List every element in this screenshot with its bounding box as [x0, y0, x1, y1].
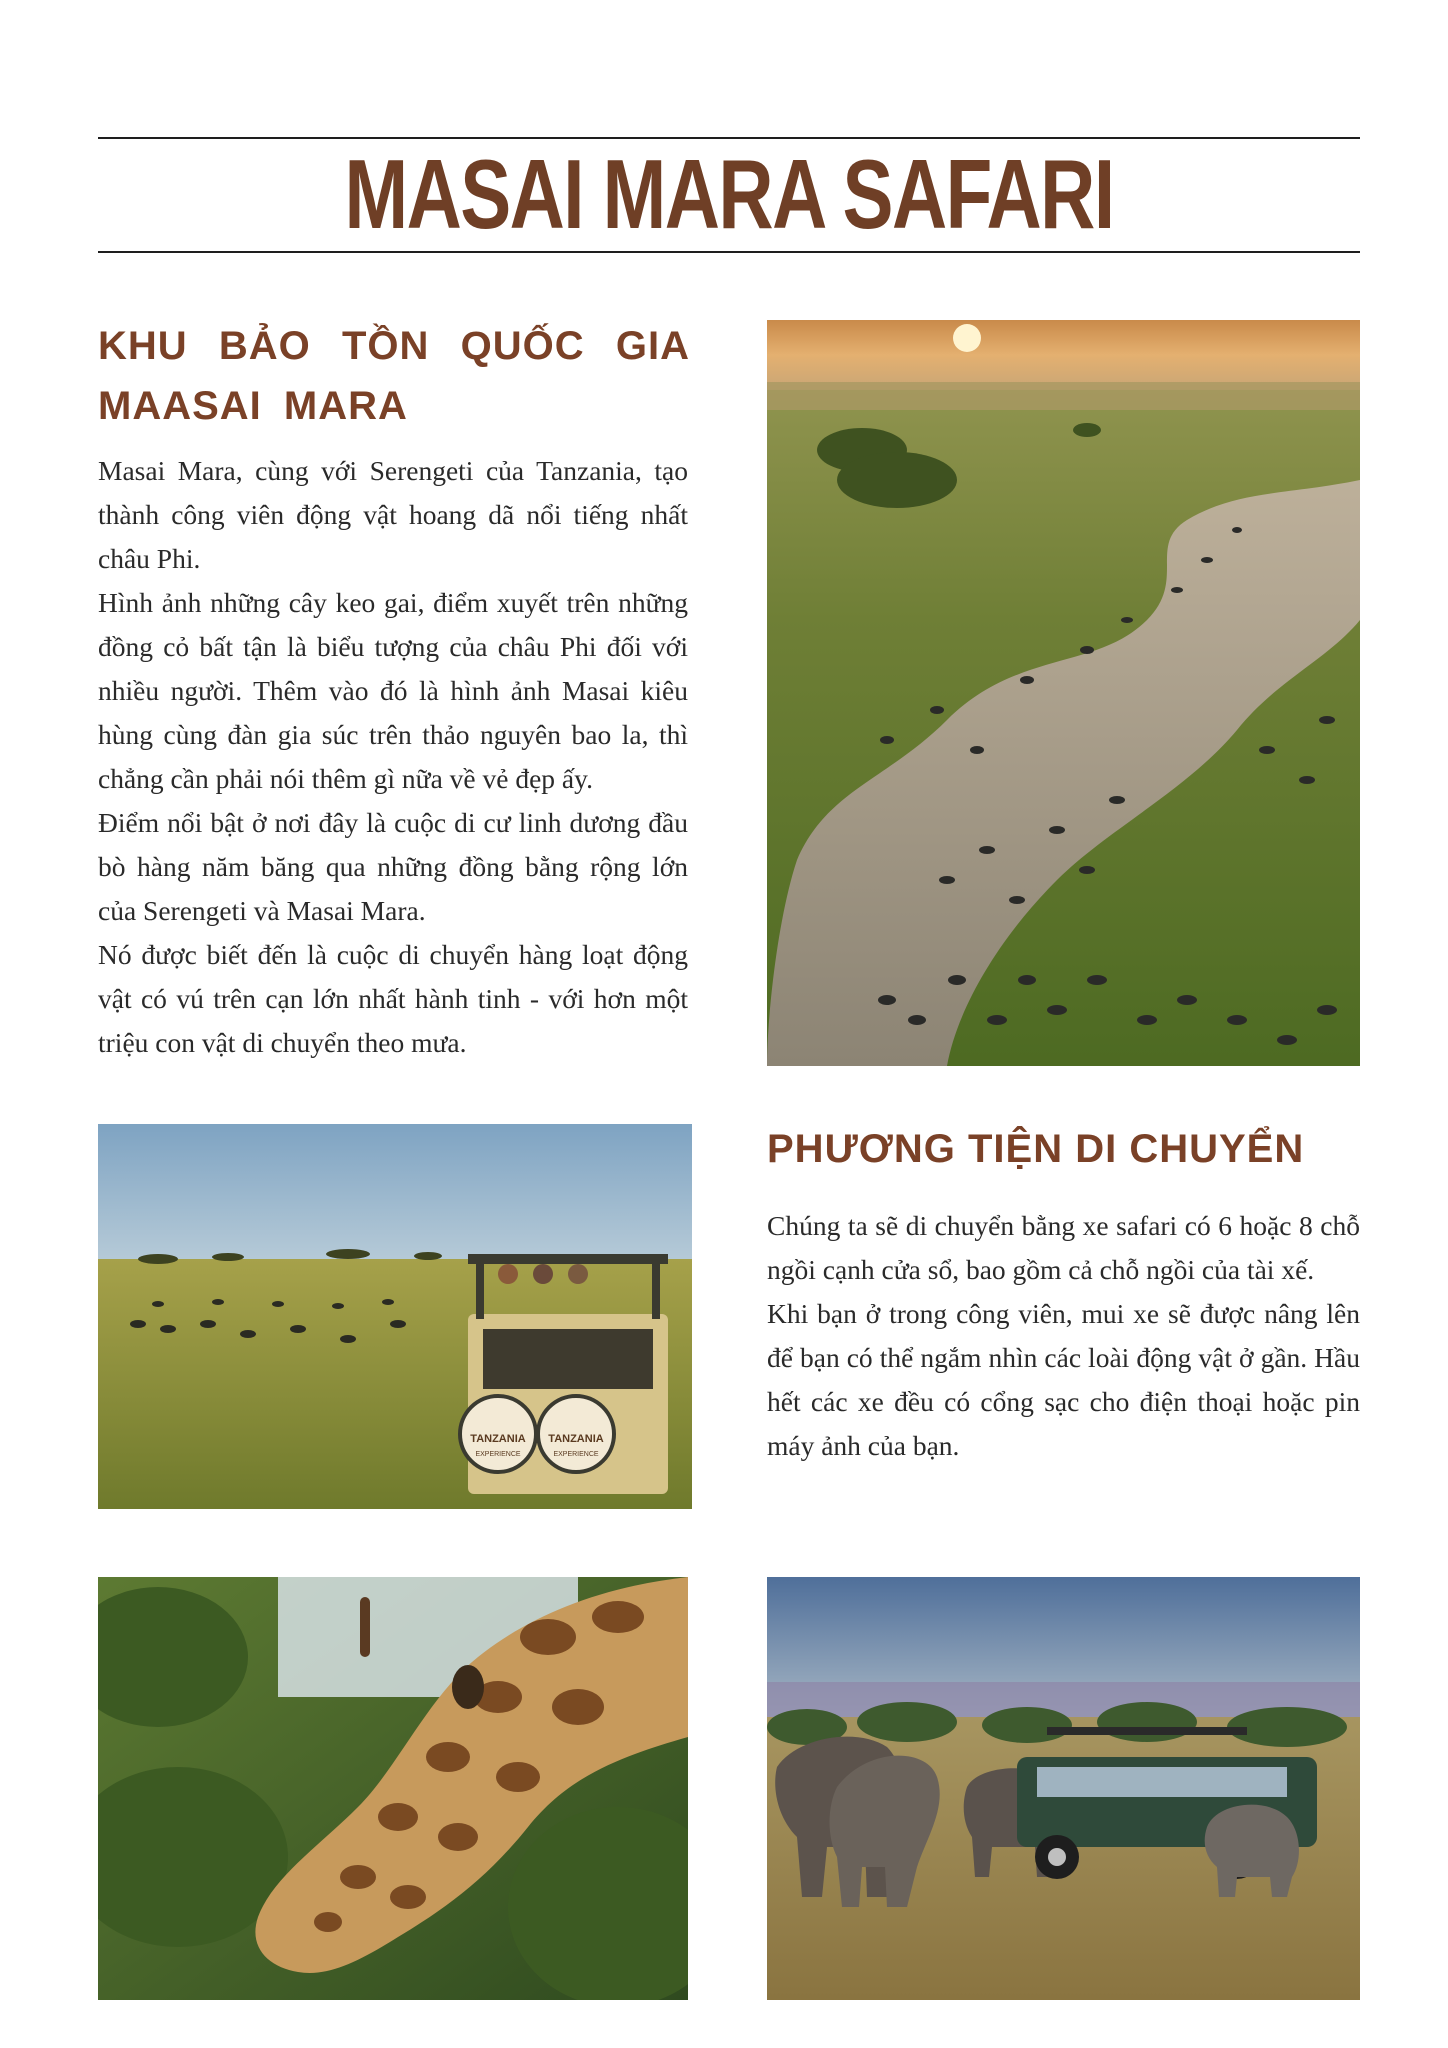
paragraph: Khi bạn ở trong công viên, mui xe sẽ được nâng lên để bạn có thể ngắm nhìn các loài động vật ở gần. Hầu hết các xe đều có cổng sạc cho điện thoại hoặc pin máy ảnh của bạn.	[767, 1298, 1360, 1461]
paragraph: Điểm nổi bật ở nơi đây là cuộc di cư linh dương đầu bò hàng năm băng qua những đồng bằng rộng lớn của Serengeti và Masai Mara.	[98, 807, 688, 926]
section-heading-transport: PHƯƠNG TIỆN DI CHUYỂN	[767, 1127, 1305, 1171]
bottom-divider	[98, 251, 1360, 253]
reserve-description	[98, 449, 688, 1065]
tire-cover-text: TANZANIA	[548, 1433, 604, 1445]
section-heading-reserve: KHU BẢO TỒN QUỐC GIA MAASAI MARA	[98, 324, 690, 428]
transport-description	[767, 1204, 1360, 1468]
paragraph: Masai Mara, cùng với Serengeti của Tanzania, tạo thành công viên động vật hoang dã nổi tiếng nhất châu Phi.	[98, 455, 688, 574]
tire-cover-text: TANZANIA	[470, 1433, 526, 1445]
tire-cover-subtext: EXPERIENCE	[553, 1451, 599, 1458]
paragraph: Chúng ta sẽ di chuyển bằng xe safari có 6 hoặc 8 chỗ ngồi cạnh cửa sổ, bao gồm cả chỗ ngồi của tài xế.	[767, 1210, 1360, 1285]
safari-jeep-photo	[98, 1124, 692, 1509]
paragraph: Nó được biết đến là cuộc di chuyển hàng loạt động vật có vú trên cạn lớn nhất hành tinh - với hơn một triệu con vật di chuyển theo mưa.	[98, 939, 688, 1058]
paragraph: Hình ảnh những cây keo gai, điểm xuyết trên những đồng cỏ bất tận là biểu tượng của châu Phi đối với nhiều người. Thêm vào đó là hình ảnh Masai kiêu hùng cùng đàn gia súc trên thảo nguyên bao la, thì chẳng cần phải nói thêm gì nữa về vẻ đẹp ấy.	[98, 587, 688, 794]
page-title: MASAI MARA SAFARI	[344, 139, 1114, 249]
elephants-jeep-photo	[767, 1577, 1360, 2000]
giraffe-photo	[98, 1577, 688, 2000]
wildebeest-migration-photo	[767, 320, 1360, 1066]
tire-cover-subtext: EXPERIENCE	[475, 1451, 521, 1458]
